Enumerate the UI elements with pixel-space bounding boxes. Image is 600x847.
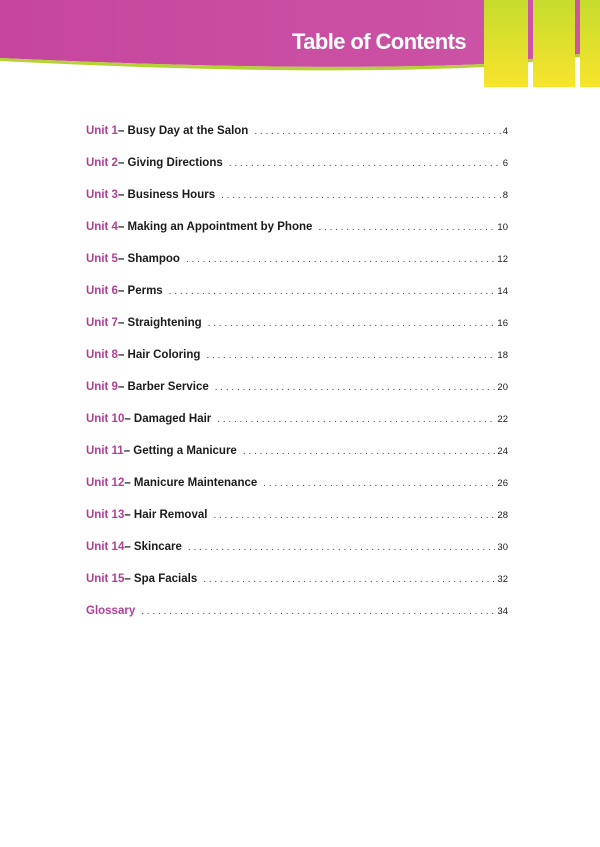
toc-entry[interactable] — [86, 250, 508, 282]
toc-unit-label: Unit 6 — [86, 285, 118, 297]
toc-unit-label: Unit 4 — [86, 221, 118, 233]
toc-page-number: 24 — [497, 446, 508, 457]
toc-unit-label: Unit 12 — [86, 477, 125, 489]
toc-entry[interactable] — [86, 602, 508, 634]
toc-page-number: 10 — [497, 222, 508, 233]
toc-entry[interactable] — [86, 378, 508, 410]
toc-entry[interactable] — [86, 346, 508, 378]
toc-unit-title: – Shampoo — [117, 253, 180, 265]
toc-page-number: 6 — [502, 158, 508, 169]
toc-leader-dots — [188, 539, 496, 557]
toc-page-number: 18 — [497, 350, 508, 361]
toc-page-number: 22 — [497, 414, 508, 425]
toc-page-number: 14 — [497, 286, 508, 297]
toc-unit-title: – Hair Coloring — [117, 349, 201, 361]
toc-unit-title: – Hair Removal — [124, 509, 208, 521]
toc-unit-label: Unit 10 — [86, 413, 125, 425]
toc-entry[interactable] — [86, 410, 508, 442]
toc-unit-label: Unit 3 — [86, 189, 118, 201]
toc-entry[interactable] — [86, 218, 508, 250]
toc-entry[interactable] — [86, 154, 508, 186]
toc-entry[interactable] — [86, 282, 508, 314]
toc-leader-dots — [243, 443, 496, 461]
toc-unit-label: Unit 5 — [86, 253, 118, 265]
toc-leader-dots — [208, 315, 496, 333]
toc-unit-title: – Giving Directions — [117, 157, 223, 169]
toc-unit-title: – Making an Appointment by Phone — [117, 221, 313, 233]
toc-unit-label: Unit 7 — [86, 317, 118, 329]
toc-leader-dots — [229, 155, 501, 173]
toc-entry[interactable] — [86, 506, 508, 538]
accent-tab-1 — [484, 0, 528, 87]
toc-page-number: 12 — [497, 254, 508, 265]
toc-leader-dots — [186, 251, 495, 269]
toc-unit-title: – Perms — [117, 285, 163, 297]
toc-leader-dots — [318, 219, 495, 237]
toc-page-number: 28 — [497, 510, 508, 521]
toc-unit-title: – Getting a Manicure — [123, 445, 237, 457]
toc-unit-title: – Barber Service — [117, 381, 209, 393]
toc-unit-title: – Manicure Maintenance — [124, 477, 258, 489]
toc-leader-dots — [213, 507, 495, 525]
toc-unit-label: Unit 15 — [86, 573, 125, 585]
toc-entry[interactable] — [86, 442, 508, 474]
toc-page-number: 16 — [497, 318, 508, 329]
toc-unit-label: Unit 9 — [86, 381, 118, 393]
toc-leader-dots — [215, 379, 496, 397]
toc-page-number: 32 — [497, 574, 508, 585]
toc-leader-dots — [217, 411, 495, 429]
toc-page-number: 4 — [502, 126, 508, 137]
accent-tab-2 — [533, 0, 575, 87]
toc-page-number: 26 — [497, 478, 508, 489]
toc-unit-title: – Spa Facials — [124, 573, 198, 585]
toc-unit-label: Unit 13 — [86, 509, 125, 521]
toc-leader-dots — [141, 603, 495, 621]
toc-leader-dots — [263, 475, 495, 493]
toc-unit-label: Unit 1 — [86, 125, 118, 137]
toc-unit-title: – Skincare — [124, 541, 182, 553]
toc-leader-dots — [221, 187, 501, 205]
toc-entry[interactable] — [86, 570, 508, 602]
toc-leader-dots — [169, 283, 496, 301]
toc-page-number: 34 — [497, 606, 508, 617]
toc-unit-label: Unit 2 — [86, 157, 118, 169]
toc-unit-title: – Business Hours — [117, 189, 216, 201]
toc-leader-dots — [203, 571, 495, 589]
toc-leader-dots — [254, 123, 500, 141]
header-banner — [0, 0, 600, 90]
toc-entry[interactable] — [86, 122, 508, 154]
toc-entry[interactable] — [86, 314, 508, 346]
toc-unit-label: Unit 8 — [86, 349, 118, 361]
toc-entry[interactable] — [86, 186, 508, 218]
toc-unit-label: Glossary — [86, 605, 136, 617]
toc-entry[interactable] — [86, 538, 508, 570]
toc-page-number: 30 — [497, 542, 508, 553]
toc-page-number: 8 — [502, 190, 508, 201]
toc-unit-title: – Busy Day at the Salon — [117, 125, 249, 137]
toc-unit-title: – Damaged Hair — [124, 413, 212, 425]
table-of-contents — [86, 122, 508, 634]
toc-unit-label: Unit 11 — [86, 445, 124, 457]
toc-unit-title: – Straightening — [117, 317, 202, 329]
accent-tab-3 — [580, 0, 600, 87]
toc-page-number: 20 — [497, 382, 508, 393]
toc-unit-label: Unit 14 — [86, 541, 125, 553]
page-title: Table of Contents — [292, 29, 466, 54]
toc-leader-dots — [206, 347, 495, 365]
toc-entry[interactable] — [86, 474, 508, 506]
